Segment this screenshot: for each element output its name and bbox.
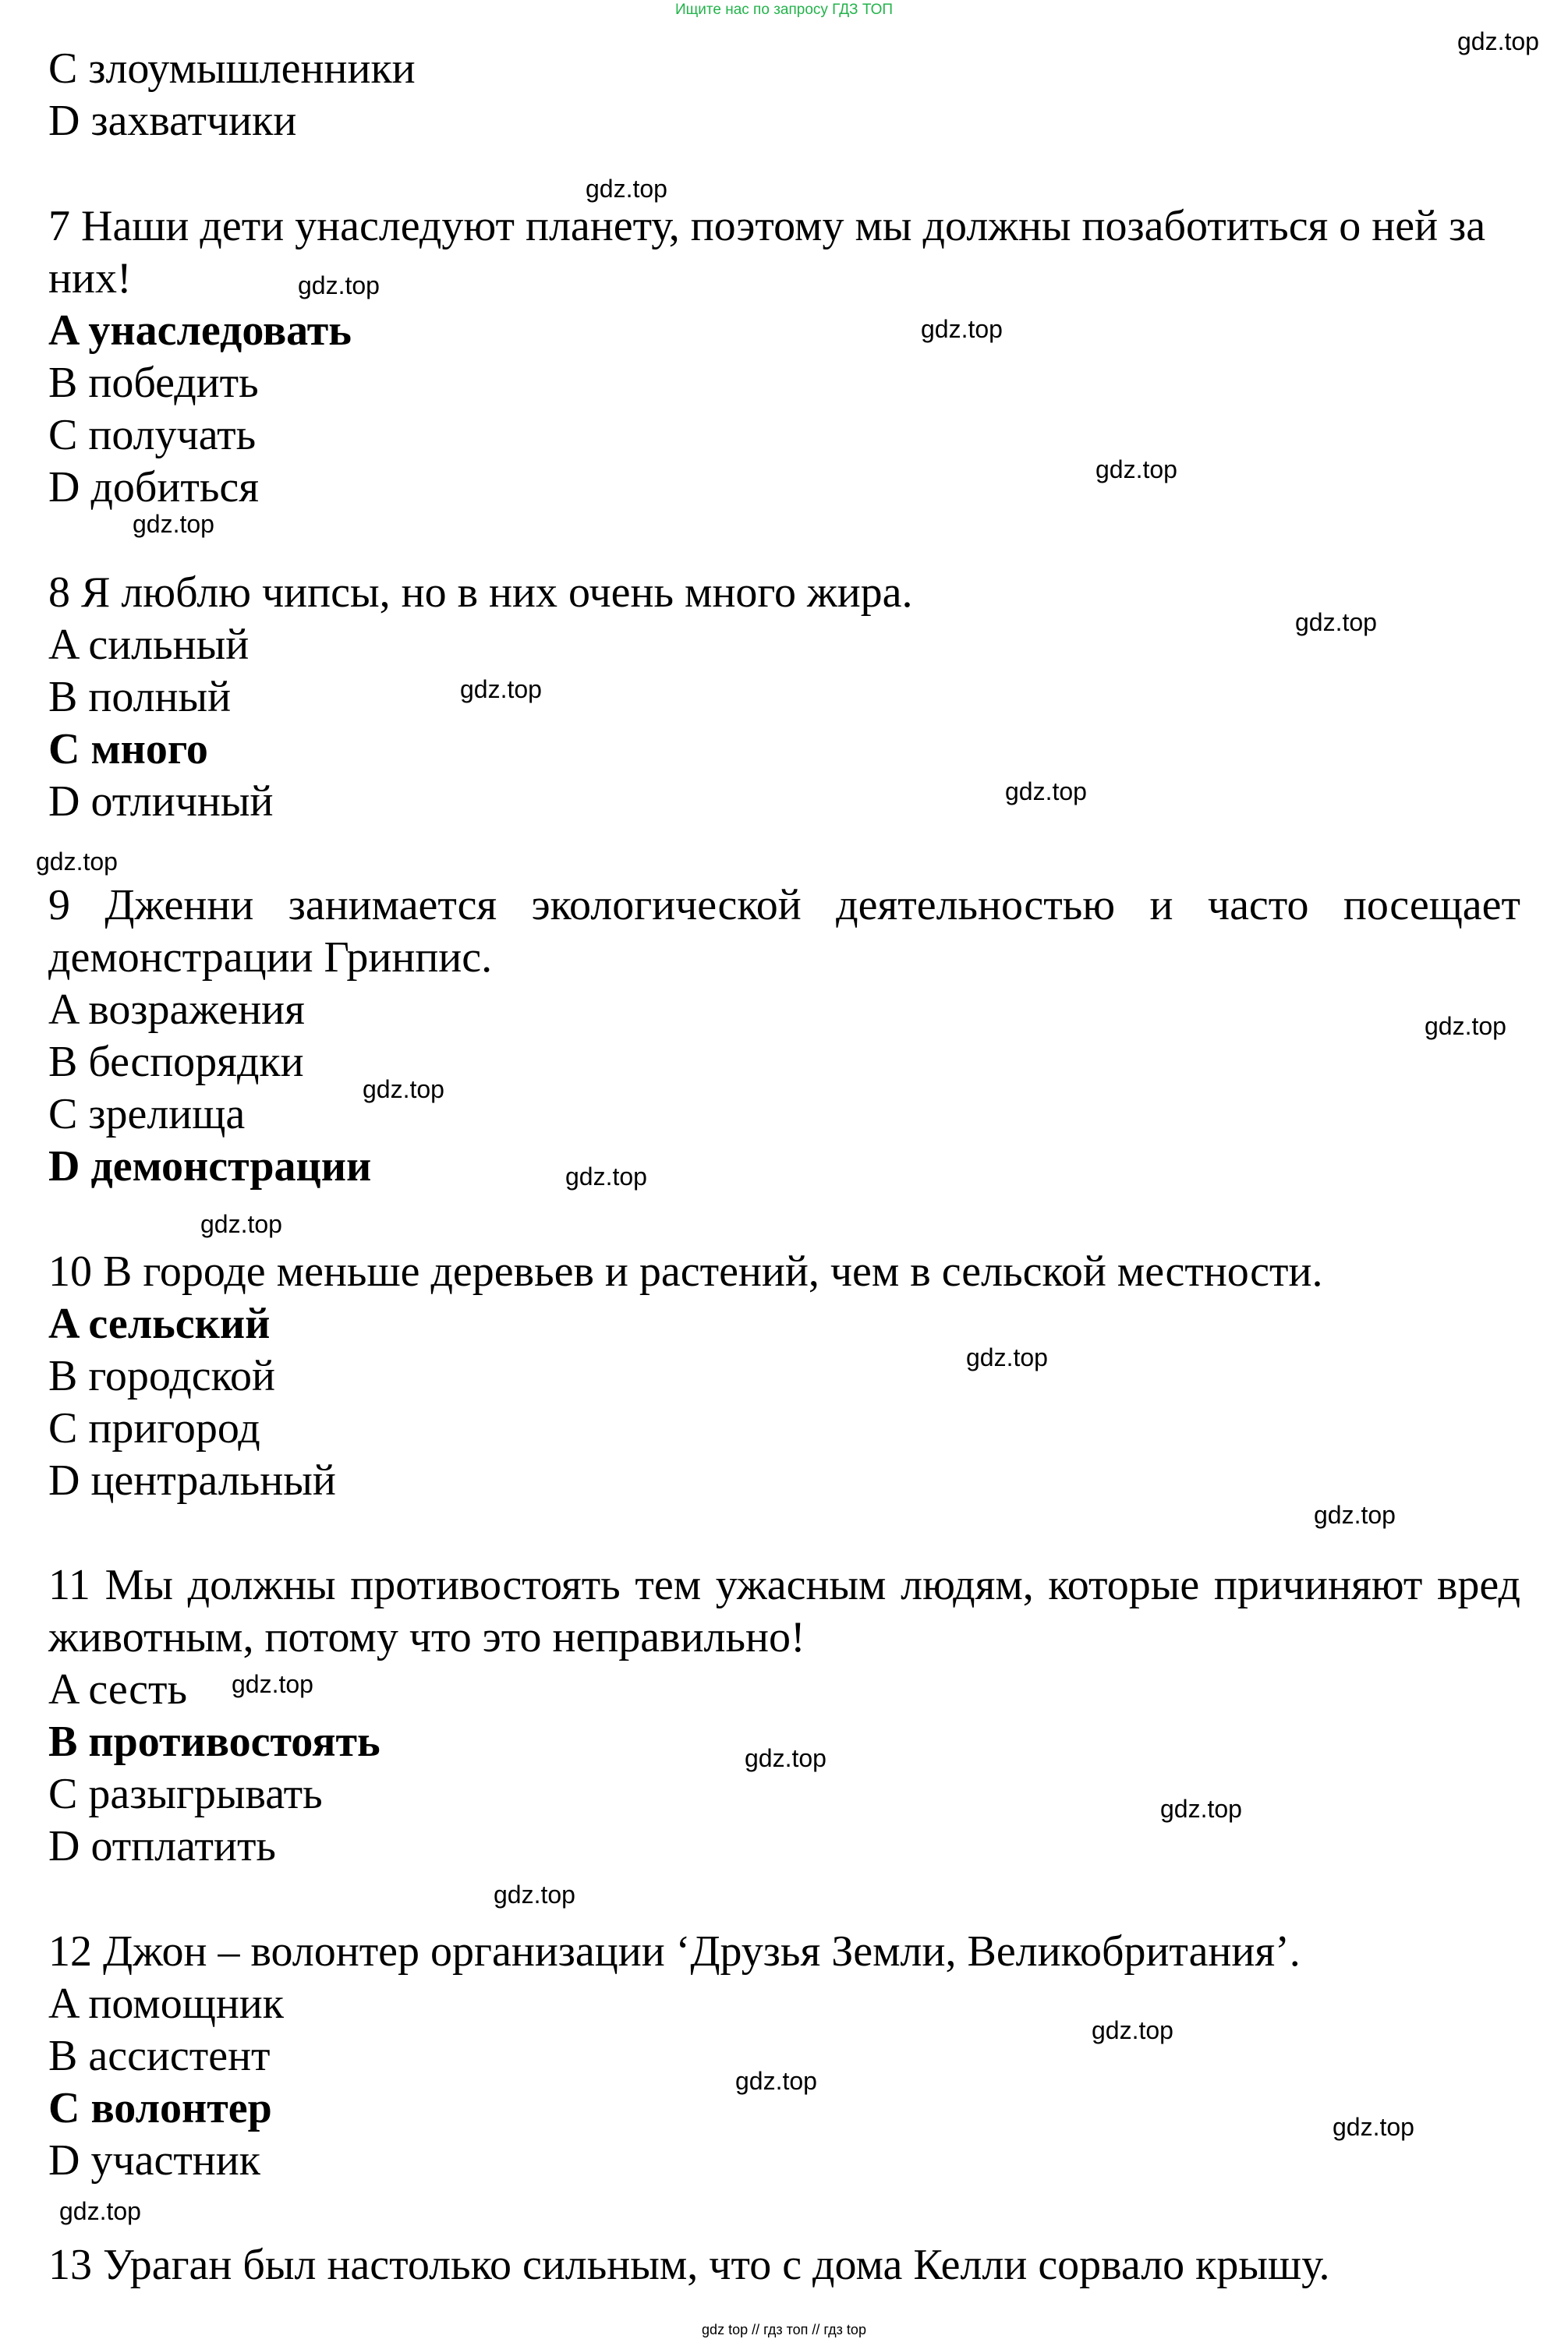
watermark: gdz.top (460, 675, 542, 703)
watermark: gdz.top (745, 1744, 826, 1772)
question-12-option-b: B ассистент (48, 2032, 271, 2080)
question-12-option-c: C волонтер (48, 2084, 272, 2132)
question-11-option-a: A сесть (48, 1665, 188, 1714)
question-9-text: 9 Дженни занимается экологической деятельностью и часто посещает демонстрации Гринпис. (48, 881, 1520, 982)
question-11-option-d: D отплатить (48, 1822, 276, 1870)
question-7-option-a: A унаследовать (48, 306, 352, 355)
question-8-option-c: C много (48, 725, 208, 773)
question-7-option-b: B победить (48, 359, 259, 407)
question-8-option-b: B полный (48, 673, 232, 721)
footer-watermark: gdz top // гдз топ // гдз top (702, 2322, 866, 2337)
question-9-option-d: D демонстрации (48, 1142, 372, 1191)
question-12-option-a: A помощник (48, 1980, 284, 2028)
watermark: gdz.top (232, 1670, 313, 1698)
watermark: gdz.top (1314, 1501, 1396, 1529)
watermark: gdz.top (200, 1210, 282, 1238)
option-c-prev: C злоумышленники (48, 44, 416, 93)
top-search-note: Ищите нас по запросу ГДЗ ТОП (674, 2, 894, 18)
watermark: gdz.top (735, 2067, 817, 2095)
watermark: gdz.top (494, 1881, 575, 1909)
watermark: gdz.top (1333, 2113, 1414, 2141)
watermark: gdz.top (586, 175, 667, 203)
question-9-option-a: A возражения (48, 985, 305, 1034)
question-9-option-b: B беспорядки (48, 1038, 304, 1086)
watermark: gdz.top (921, 315, 1003, 343)
question-8-text: 8 Я люблю чипсы, но в них очень много жира. (48, 568, 913, 617)
watermark: gdz.top (59, 2197, 141, 2225)
watermark: gdz.top (36, 847, 118, 876)
question-9-option-c: C зрелища (48, 1090, 246, 1138)
question-12-text: 12 Джон – волонтер организации ‘Друзья Земли, Великобритания’. (48, 1927, 1301, 1976)
question-7-text: 7 Наши дети унаследуют планету, поэтому мы должны позаботиться о ней за них! (48, 202, 1486, 303)
question-10-option-b: B городской (48, 1352, 275, 1400)
question-10-option-c: C пригород (48, 1404, 260, 1453)
watermark: gdz.top (966, 1343, 1048, 1371)
question-8-option-d: D отличный (48, 777, 274, 826)
watermark: gdz.top (1092, 2016, 1173, 2044)
watermark: gdz.top (1095, 455, 1177, 483)
question-12-option-d: D участник (48, 2136, 260, 2185)
question-10-option-a: A сельский (48, 1300, 271, 1348)
question-11-option-b: B противостоять (48, 1718, 380, 1766)
watermark: gdz.top (1425, 1012, 1506, 1040)
watermark: gdz.top (363, 1075, 444, 1103)
watermark: gdz.top (133, 510, 214, 538)
question-13-text: 13 Ураган был настолько сильным, что с дома Келли сорвало крышу. (48, 2241, 1330, 2289)
question-10-text: 10 В городе меньше деревьев и растений, чем в сельской местности. (48, 1247, 1323, 1296)
watermark: gdz.top (1160, 1795, 1242, 1823)
watermark: gdz.top (1005, 777, 1087, 805)
watermark: gdz.top (565, 1162, 647, 1191)
question-10-option-d: D центральный (48, 1456, 336, 1505)
watermark: gdz.top (298, 271, 380, 299)
question-7-option-c: C получать (48, 411, 257, 459)
question-11-option-c: C разыгрывать (48, 1770, 323, 1818)
question-11-text: 11 Мы должны противостоять тем ужасным людям, которые причиняют вред животным, потому что это неправильно! (48, 1561, 1520, 1661)
question-7-option-d: D добиться (48, 463, 260, 511)
watermark: gdz.top (1295, 608, 1377, 636)
watermark: gdz.top (1457, 27, 1539, 55)
question-8-option-a: A сильный (48, 621, 250, 669)
option-d-prev: D захватчики (48, 97, 297, 145)
